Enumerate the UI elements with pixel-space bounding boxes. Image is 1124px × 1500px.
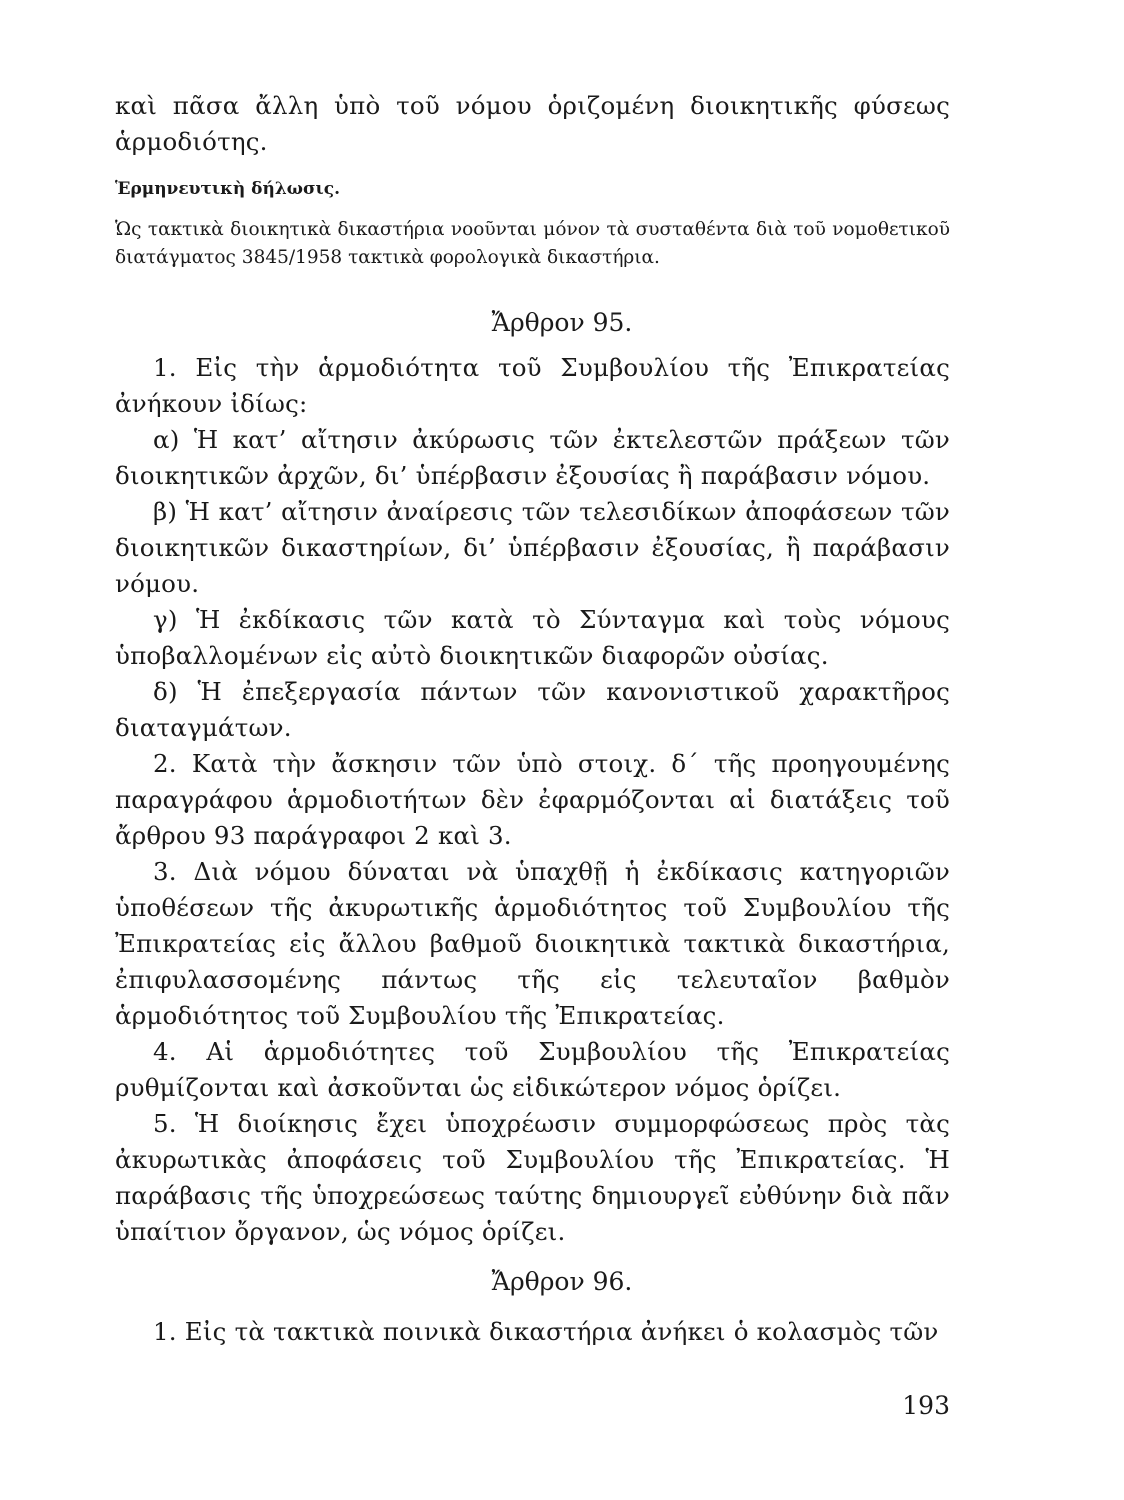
article-95-body [115, 350, 950, 1250]
article-95-item-a: α) Ἡ κατ’ αἴτησιν ἀκύρωσις τῶν ἐκτελεστῶν πράξεων τῶν διοικητικῶν ἀρχῶν, δι’ ὑπέρβασιν ἐξουσίας ἢ παράβασιν νόμου. [115, 425, 950, 490]
interpretive-text: Ὡς τακτικὰ διοικητικὰ δικαστήρια νοοῦνται μόνον τὰ συσταθέντα διὰ τοῦ νομοθετικοῦ διατάγματος 3845/1958 τακτικὰ φορολογικὰ δικαστήρια. [115, 219, 950, 268]
article-95-para-1-intro: 1. Εἰς τὴν ἁρμοδιότητα τοῦ Συμβουλίου τῆς Ἐπικρατείας ἀνήκουν ἰδίως: [115, 353, 950, 418]
article-96-title: Ἄρθρον 96. [491, 1267, 633, 1296]
article-95-item-c: γ) Ἡ ἐκδίκασις τῶν κατὰ τὸ Σύνταγμα καὶ τοὺς νόμους ὑποβαλλομένων εἰς αὐτὸ διοικητικῶν διαφορῶν οὐσίας. [115, 605, 950, 670]
article-95-title: Ἄρθρον 95. [491, 308, 633, 337]
article-96-para-1: 1. Εἰς τὰ τακτικὰ ποινικὰ δικαστήρια ἀνήκει ὁ κολασμὸς τῶν [153, 1317, 939, 1346]
article-95-item-b: β) Ἡ κατ’ αἴτησιν ἀναίρεσις τῶν τελεσιδίκων ἀποφάσεων τῶν διοικητικῶν δικαστηρίων, δι’ ὑπέρβασιν ἐξουσίας, ἢ παράβασιν νόμου. [115, 497, 950, 598]
article-95-para-3: 3. Διὰ νόμου δύναται νὰ ὑπαχθῇ ἡ ἐκδίκασις κατηγοριῶν ὑποθέσεων τῆς ἀκυρωτικῆς ἁρμοδιότητος τοῦ Συμβουλίου τῆς Ἐπικρατείας εἰς ἄλλου βαθμοῦ διοικητικὰ τακτικὰ δικαστήρια, ἐπιφυλασσομένης πάντως τῆς εἰς τελευταῖον βαθμὸν ἁρμοδιότητος τοῦ Συμβουλίου τῆς Ἐπικρατείας. [115, 857, 950, 1030]
article-95-para-4: 4. Αἱ ἁρμοδιότητες τοῦ Συμβουλίου τῆς Ἐπικρατείας ρυθμίζονται καὶ ἀσκοῦνται ὡς εἰδικώτερον νόμος ὁρίζει. [115, 1037, 950, 1102]
article-95-item-d: δ) Ἡ ἐπεξεργασία πάντων τῶν κανονιστικοῦ χαρακτῆρος διαταγμάτων. [115, 677, 950, 742]
interpretive-heading: Ἑρμηνευτικὴ δήλωσις. [115, 179, 341, 199]
article-95-para-2: 2. Κατὰ τὴν ἄσκησιν τῶν ὑπὸ στοιχ. δ΄ τῆς προηγουμένης παραγράφου ἁρμοδιοτήτων δὲν ἐφαρμόζονται αἱ διατάξεις τοῦ ἄρθρου 93 παράγραφοι 2 καὶ 3. [115, 749, 950, 850]
article-95-para-5: 5. Ἡ διοίκησις ἔχει ὑποχρέωσιν συμμορφώσεως πρὸς τὰς ἀκυρωτικὰς ἀποφάσεις τοῦ Συμβουλίου τῆς Ἐπικρατείας. Ἡ παράβασις τῆς ὑποχρεώσεως ταύτης δημιουργεῖ εὐθύνην διὰ πᾶν ὑπαίτιον ὄργανον, ὡς νόμος ὁρίζει. [115, 1109, 950, 1246]
continuation-paragraph: καὶ πᾶσα ἄλλη ὑπὸ τοῦ νόμου ὁριζομένη διοικητικῆς φύσεως ἁρμοδιότης. [115, 91, 950, 156]
page-number: 193 [902, 1391, 950, 1420]
